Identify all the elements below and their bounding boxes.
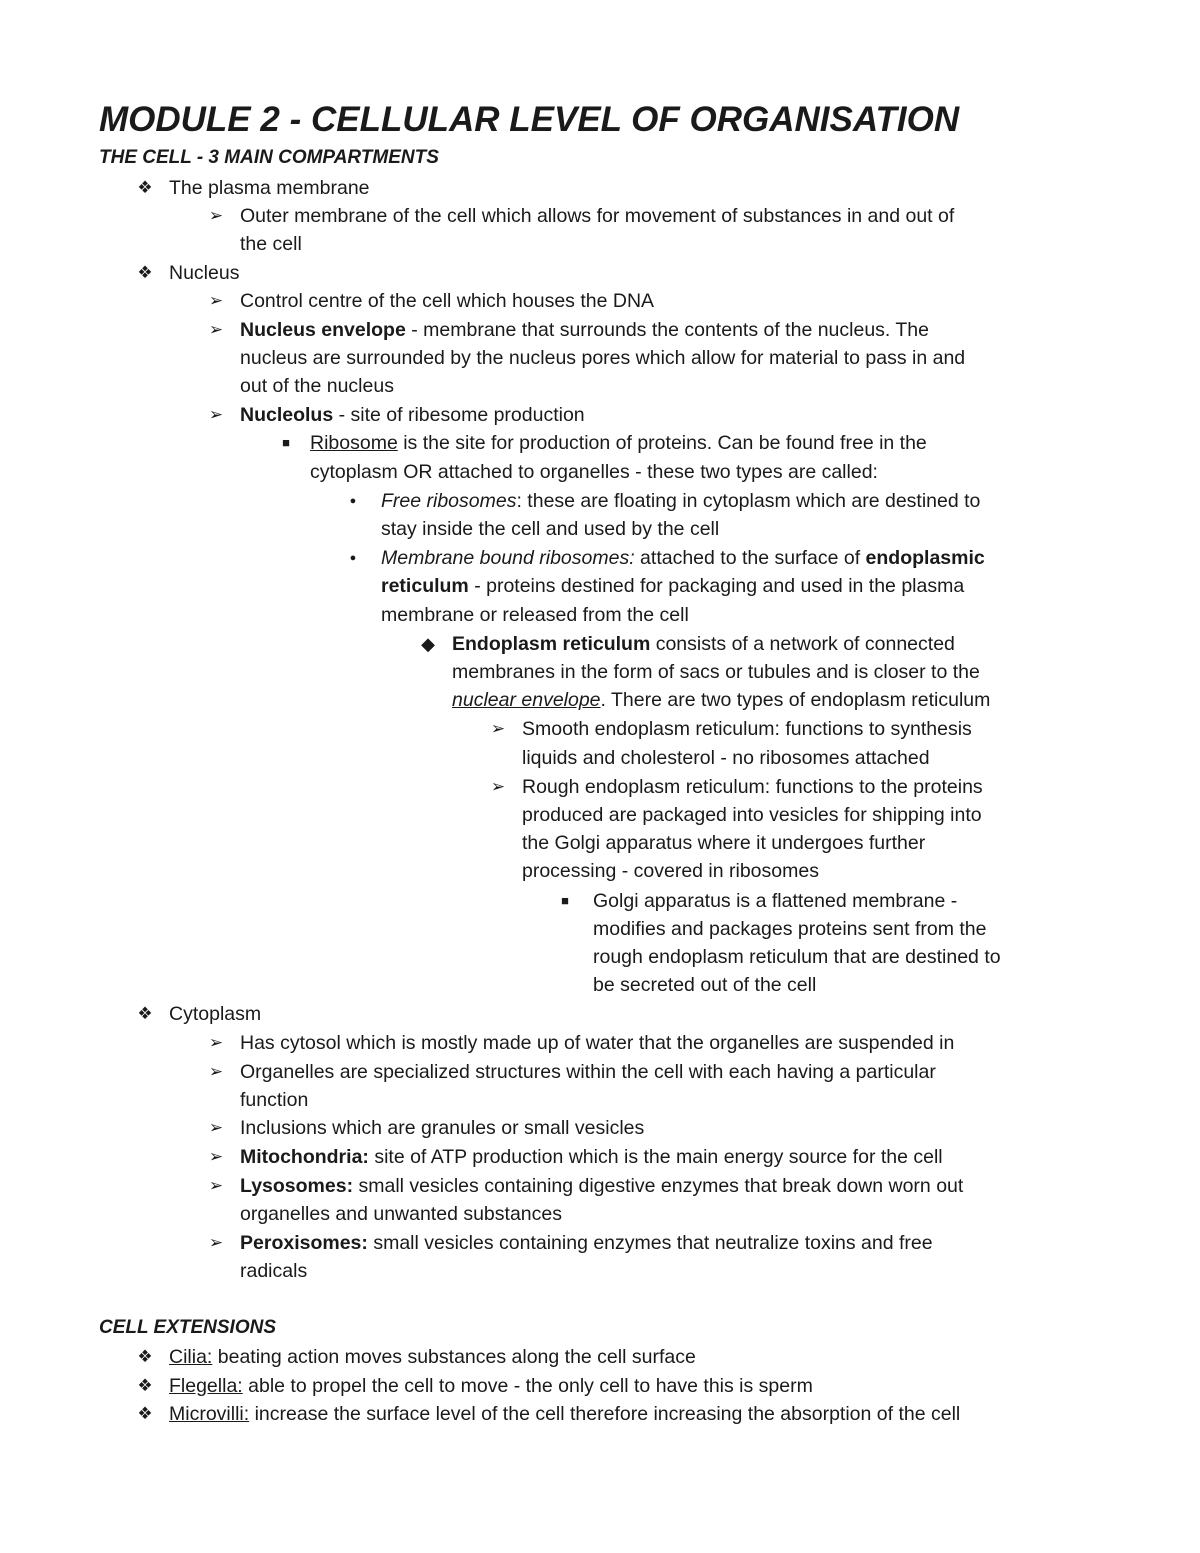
list-item: The plasma membrane: [169, 177, 370, 199]
list-item-continued: membrane or released from the cell: [381, 604, 689, 626]
list-item-continued: produced are packaged into vesicles for shipping into: [522, 804, 982, 826]
bullet-diamond-icon: ◆: [421, 634, 435, 654]
list-item-continued: modifies and packages proteins sent from the: [593, 918, 987, 940]
list-item-continued: rough endoplasm reticulum that are destined to: [593, 946, 1001, 968]
term-underlined: Microvilli:: [169, 1403, 250, 1425]
term-definition: small vesicles containing digestive enzymes that break down worn out: [353, 1175, 964, 1197]
bullet-arrow-icon: ➢: [208, 1176, 224, 1195]
term-definition: beating action moves substances along the cell surface: [212, 1346, 696, 1368]
page-title: MODULE 2 - CELLULAR LEVEL OF ORGANISATION: [99, 100, 960, 139]
list-item: [240, 1143, 943, 1171]
bullet-arrow-icon: ➢: [208, 1147, 224, 1166]
bullet-arrow-icon: ➢: [208, 1033, 224, 1052]
list-item: Outer membrane of the cell which allows for movement of substances in and out of: [240, 205, 955, 227]
bullet-arrow-icon: ➢: [208, 1062, 224, 1081]
term-definition: increase the surface level of the cell therefore increasing the absorption of the cell: [249, 1403, 961, 1425]
bullet-diamond4-icon: ❖: [137, 1004, 153, 1023]
term-bold: Nucleolus: [240, 404, 334, 426]
list-item: [381, 544, 985, 572]
list-item-continued: radicals: [240, 1260, 308, 1282]
bullet-diamond4-icon: ❖: [137, 1347, 153, 1366]
term-bold: Lysosomes:: [240, 1175, 354, 1197]
bullet-arrow-icon: ➢: [208, 1118, 224, 1137]
list-item-continued: stay inside the cell and used by the cell: [381, 518, 720, 540]
bullet-arrow-icon: ➢: [208, 291, 224, 310]
list-item: Rough endoplasm reticulum: functions to the proteins: [522, 776, 983, 798]
list-item-continued: [452, 686, 990, 714]
list-item: [169, 1343, 696, 1371]
list-item-continued: nucleus are surrounded by the nucleus pores which allow for material to pass in and: [240, 347, 966, 369]
list-item-continued: membranes in the form of sacs or tubules and is closer to the: [452, 661, 980, 683]
list-item-continued: the cell: [240, 233, 302, 255]
bullet-diamond4-icon: ❖: [137, 1376, 153, 1395]
bullet-arrow-icon: ➢: [208, 405, 224, 424]
list-item-continued: cytoplasm OR attached to organelles - these two types are called:: [310, 461, 878, 483]
bullet-square-icon: ■: [561, 893, 569, 908]
list-item: [310, 429, 927, 457]
term-definition: attached to the surface of: [634, 547, 866, 569]
term-underlined: Cilia:: [169, 1346, 213, 1368]
bullet-dot-icon: ●: [349, 495, 357, 507]
list-item: [240, 401, 585, 429]
list-item: Control centre of the cell which houses the DNA: [240, 290, 655, 312]
list-item: Inclusions which are granules or small vesicles: [240, 1117, 645, 1139]
list-item-continued: out of the nucleus: [240, 375, 394, 397]
term-bold: Nucleus envelope: [240, 319, 406, 341]
term-bold: endoplasmic: [865, 547, 985, 569]
section-heading-extensions: CELL EXTENSIONS: [99, 1317, 277, 1338]
bullet-diamond4-icon: ❖: [137, 178, 153, 197]
term-underlined: Flegella:: [169, 1375, 243, 1397]
list-item: Nucleus: [169, 262, 240, 284]
list-item: Organelles are specialized structures within the cell with each having a particular: [240, 1061, 936, 1083]
list-item: [240, 1229, 933, 1257]
term-definition: site of ATP production which is the main energy source for the cell: [368, 1146, 943, 1168]
term-italic: Membrane bound ribosomes:: [381, 547, 635, 569]
list-item: Golgi apparatus is a flattened membrane -: [593, 890, 958, 912]
term-italic: Free ribosomes: [381, 490, 517, 512]
term-definition: : these are floating in cytoplasm which are destined to: [516, 490, 981, 512]
term-definition: - site of ribesome production: [333, 404, 585, 426]
term-bold: Mitochondria:: [240, 1146, 369, 1168]
list-item: Smooth endoplasm reticulum: functions to synthesis: [522, 718, 972, 740]
list-item-continued: liquids and cholesterol - no ribosomes attached: [522, 747, 930, 769]
list-item: [381, 487, 980, 515]
term-definition: able to propel the cell to move - the only cell to have this is sperm: [242, 1375, 813, 1397]
bullet-diamond4-icon: ❖: [137, 1404, 153, 1423]
term-definition: small vesicles containing enzymes that neutralize toxins and free: [367, 1232, 933, 1254]
list-item-continued: be secreted out of the cell: [593, 974, 817, 996]
term-definition: consists of a network of connected: [650, 633, 955, 655]
term-bold: Peroxisomes:: [240, 1232, 368, 1254]
list-item: Has cytosol which is mostly made up of water that the organelles are suspended in: [240, 1032, 955, 1054]
list-item-continued: [381, 572, 964, 600]
list-item-continued: the Golgi apparatus where it undergoes further: [522, 832, 926, 854]
list-item-continued: organelles and unwanted substances: [240, 1203, 562, 1225]
term-bold: reticulum: [381, 575, 469, 597]
bullet-diamond4-icon: ❖: [137, 263, 153, 282]
list-item-continued: function: [240, 1089, 309, 1111]
bullet-arrow-icon: ➢: [208, 1233, 224, 1252]
section-heading-cell: THE CELL - 3 MAIN COMPARTMENTS: [99, 147, 439, 168]
list-item: [240, 1172, 963, 1200]
list-item-continued: processing - covered in ribosomes: [522, 860, 819, 882]
bullet-arrow-icon: ➢: [208, 206, 224, 225]
bullet-arrow-icon: ➢: [490, 777, 506, 796]
term-bold: Endoplasm reticulum: [452, 633, 651, 655]
list-item: Cytoplasm: [169, 1003, 262, 1025]
term-definition: - membrane that surrounds the contents of the nucleus. The: [405, 319, 929, 341]
list-item: [169, 1372, 813, 1400]
list-item: [240, 316, 929, 344]
bullet-arrow-icon: ➢: [208, 320, 224, 339]
bullet-dot-icon: ●: [349, 552, 357, 564]
term-underlined: Ribosome: [310, 432, 398, 454]
term-definition: is the site for production of proteins. Can be found free in the: [397, 432, 927, 454]
bullet-square-icon: ■: [282, 435, 290, 450]
term-definition: . There are two types of endoplasm reticulum: [600, 689, 991, 711]
term-underlined-italic: nuclear envelope: [452, 689, 601, 711]
term-definition: - proteins destined for packaging and used in the plasma: [468, 575, 965, 597]
bullet-arrow-icon: ➢: [490, 719, 506, 738]
list-item: [452, 630, 955, 658]
list-item: [169, 1400, 960, 1428]
